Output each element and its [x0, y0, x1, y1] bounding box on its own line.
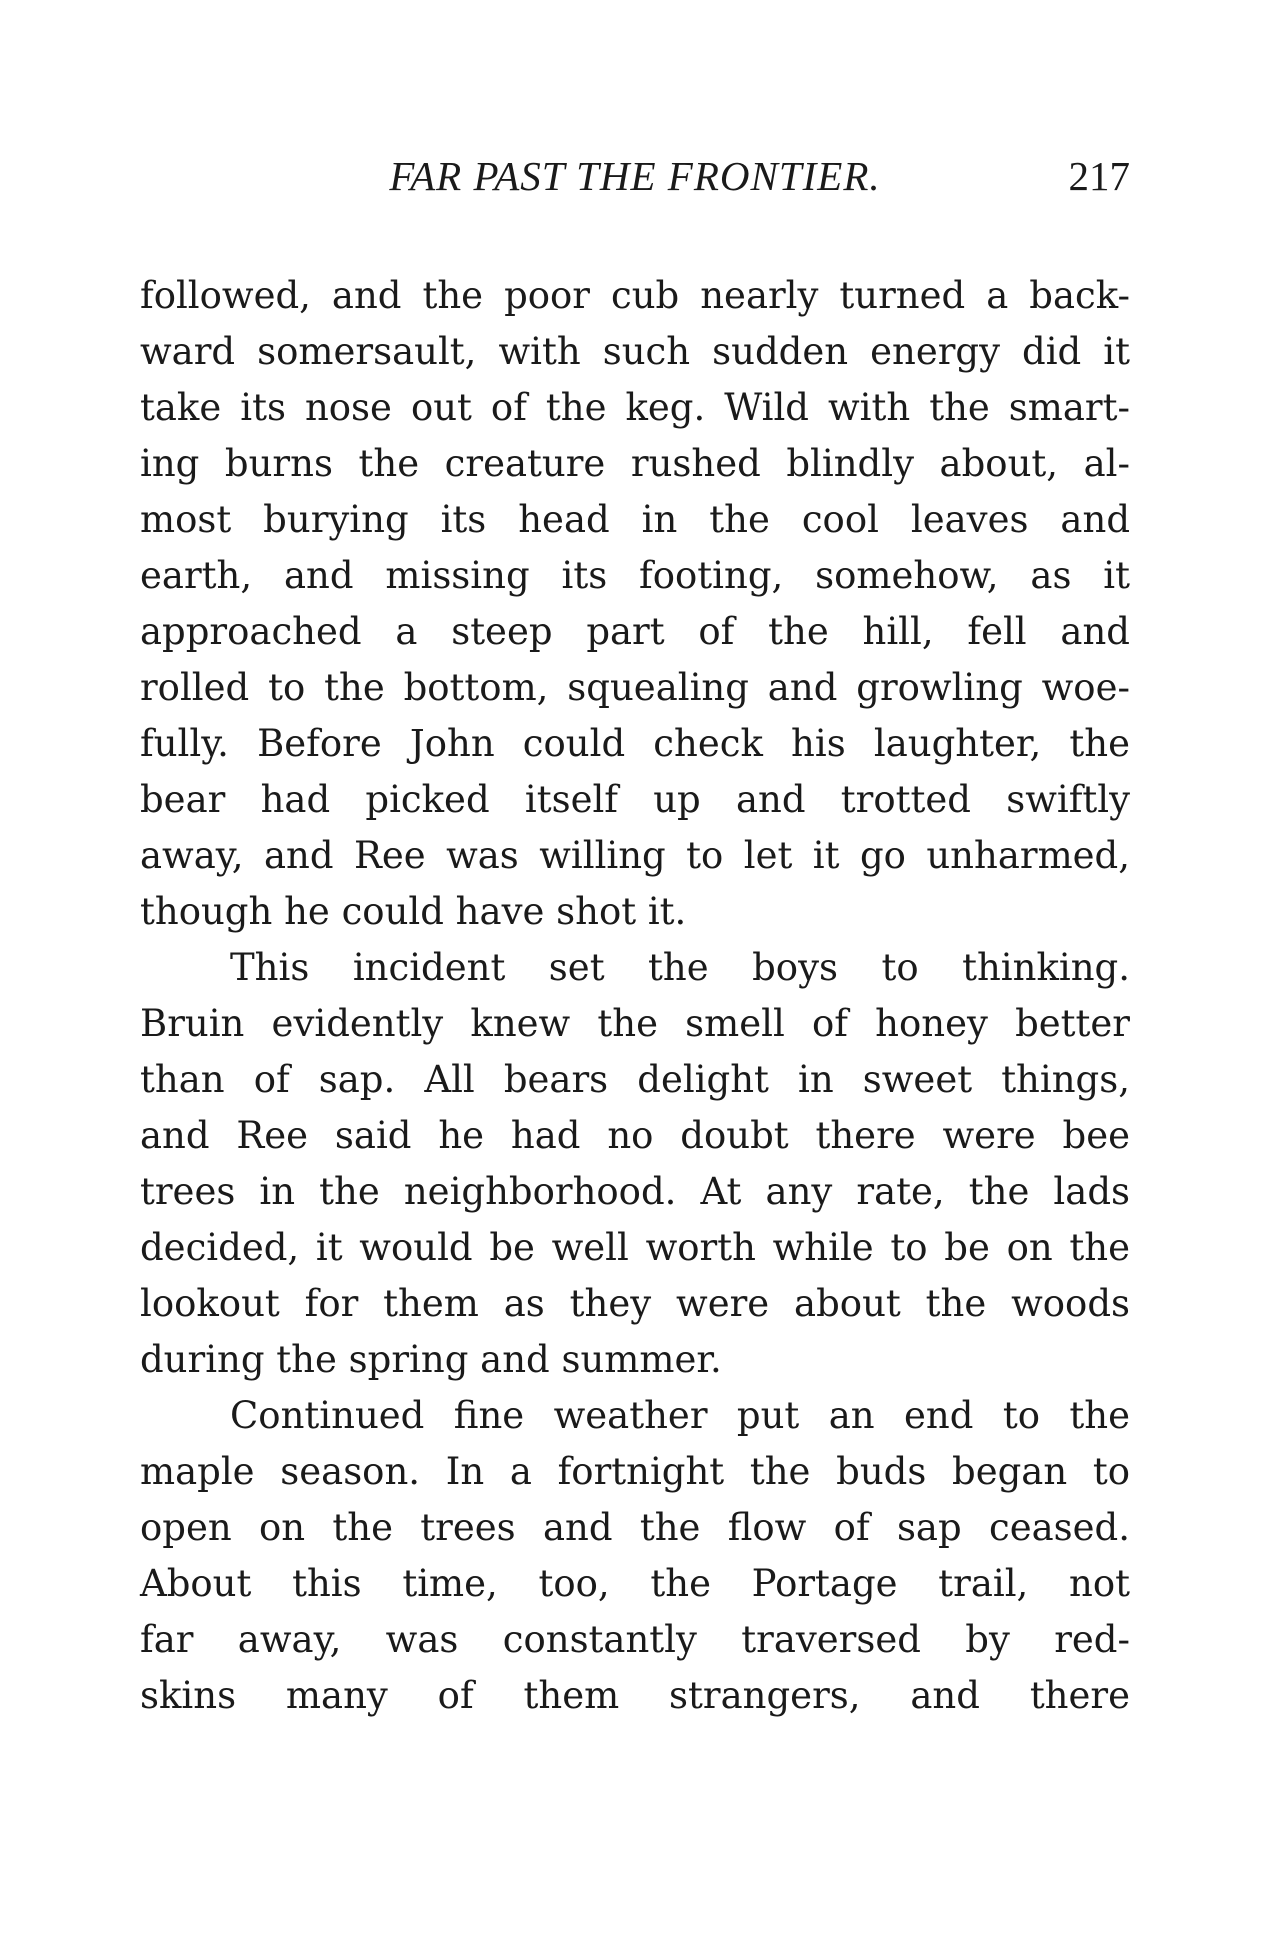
running-title: FAR PAST THE FRONTIER.	[389, 153, 881, 199]
text-line: About this time, too, the Portage trail, not	[140, 1562, 1130, 1605]
text-line: during the spring and summer.	[140, 1338, 722, 1381]
text-line: Bruin evidently knew the smell of honey better	[140, 1002, 1130, 1045]
text-line: skins many of them strangers, and there	[140, 1674, 1130, 1717]
text-line: take its nose out of the keg. Wild with the smart-	[140, 386, 1130, 429]
text-line: This incident set the boys to thinking.	[230, 946, 1130, 989]
body-text	[140, 268, 1130, 1724]
text-line: followed, and the poor cub nearly turned a back-	[140, 274, 1130, 317]
text-line: fully. Before John could check his laughter, the	[140, 722, 1130, 765]
text-line: bear had picked itself up and trotted swiftly	[140, 778, 1130, 821]
text-line: decided, it would be well worth while to be on the	[140, 1226, 1130, 1269]
page-number: 217	[1068, 153, 1130, 199]
running-head	[140, 152, 1130, 202]
text-line: far away, was constantly traversed by red-	[140, 1618, 1130, 1661]
text-line: rolled to the bottom, squealing and growling woe-	[140, 666, 1130, 709]
text-line: trees in the neighborhood. At any rate, the lads	[140, 1170, 1130, 1213]
text-line: approached a steep part of the hill, fell and	[140, 610, 1130, 653]
text-line: lookout for them as they were about the woods	[140, 1282, 1130, 1325]
text-line: than of sap. All bears delight in sweet things,	[140, 1058, 1130, 1101]
text-line: most burying its head in the cool leaves and	[140, 498, 1130, 541]
text-line: though he could have shot it.	[140, 890, 687, 933]
text-line: and Ree said he had no doubt there were bee	[140, 1114, 1130, 1157]
text-line: earth, and missing its footing, somehow, as it	[140, 554, 1130, 597]
text-line: ward somersault, with such sudden energy did it	[140, 330, 1130, 373]
text-line: Continued fine weather put an end to the	[230, 1394, 1130, 1437]
text-line: open on the trees and the flow of sap ceased.	[140, 1506, 1130, 1549]
text-line: ing burns the creature rushed blindly about, al-	[140, 442, 1130, 485]
text-line: away, and Ree was willing to let it go unharmed,	[140, 834, 1130, 877]
text-line: maple season. In a fortnight the buds began to	[140, 1450, 1130, 1493]
